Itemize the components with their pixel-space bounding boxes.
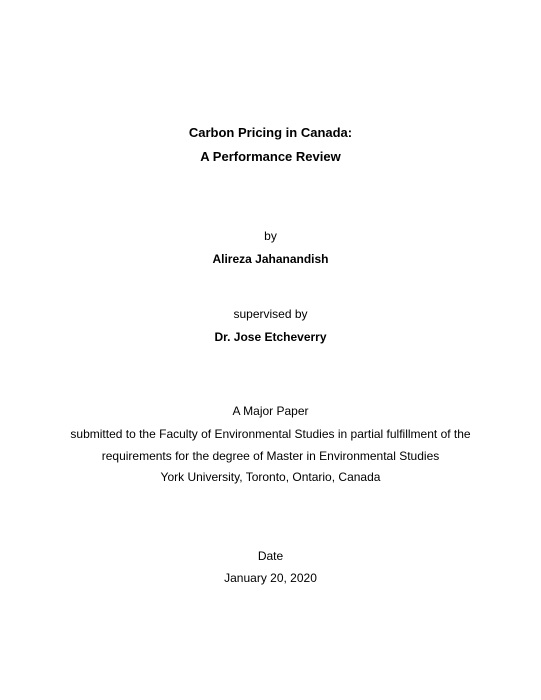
paper-title-line-1: Carbon Pricing in Canada: bbox=[188, 125, 353, 140]
supervisor-name: Dr. Jose Etcheverry bbox=[214, 330, 327, 344]
supervised-by-label: supervised by bbox=[233, 307, 308, 321]
by-label: by bbox=[264, 229, 277, 243]
paper-type: A Major Paper bbox=[232, 404, 309, 418]
author-name: Alireza Jahanandish bbox=[212, 252, 329, 266]
submission-statement-line-2: requirements for the degree of Master in Environmental Studies bbox=[101, 449, 440, 463]
institution-location: York University, Toronto, Ontario, Canada bbox=[160, 470, 381, 484]
paper-title-line-2: A Performance Review bbox=[200, 149, 341, 164]
submission-statement-line-1: submitted to the Faculty of Environmental Studies in partial fulfillment of the bbox=[70, 427, 471, 441]
date-label: Date bbox=[257, 549, 284, 563]
date-value: January 20, 2020 bbox=[224, 571, 317, 585]
